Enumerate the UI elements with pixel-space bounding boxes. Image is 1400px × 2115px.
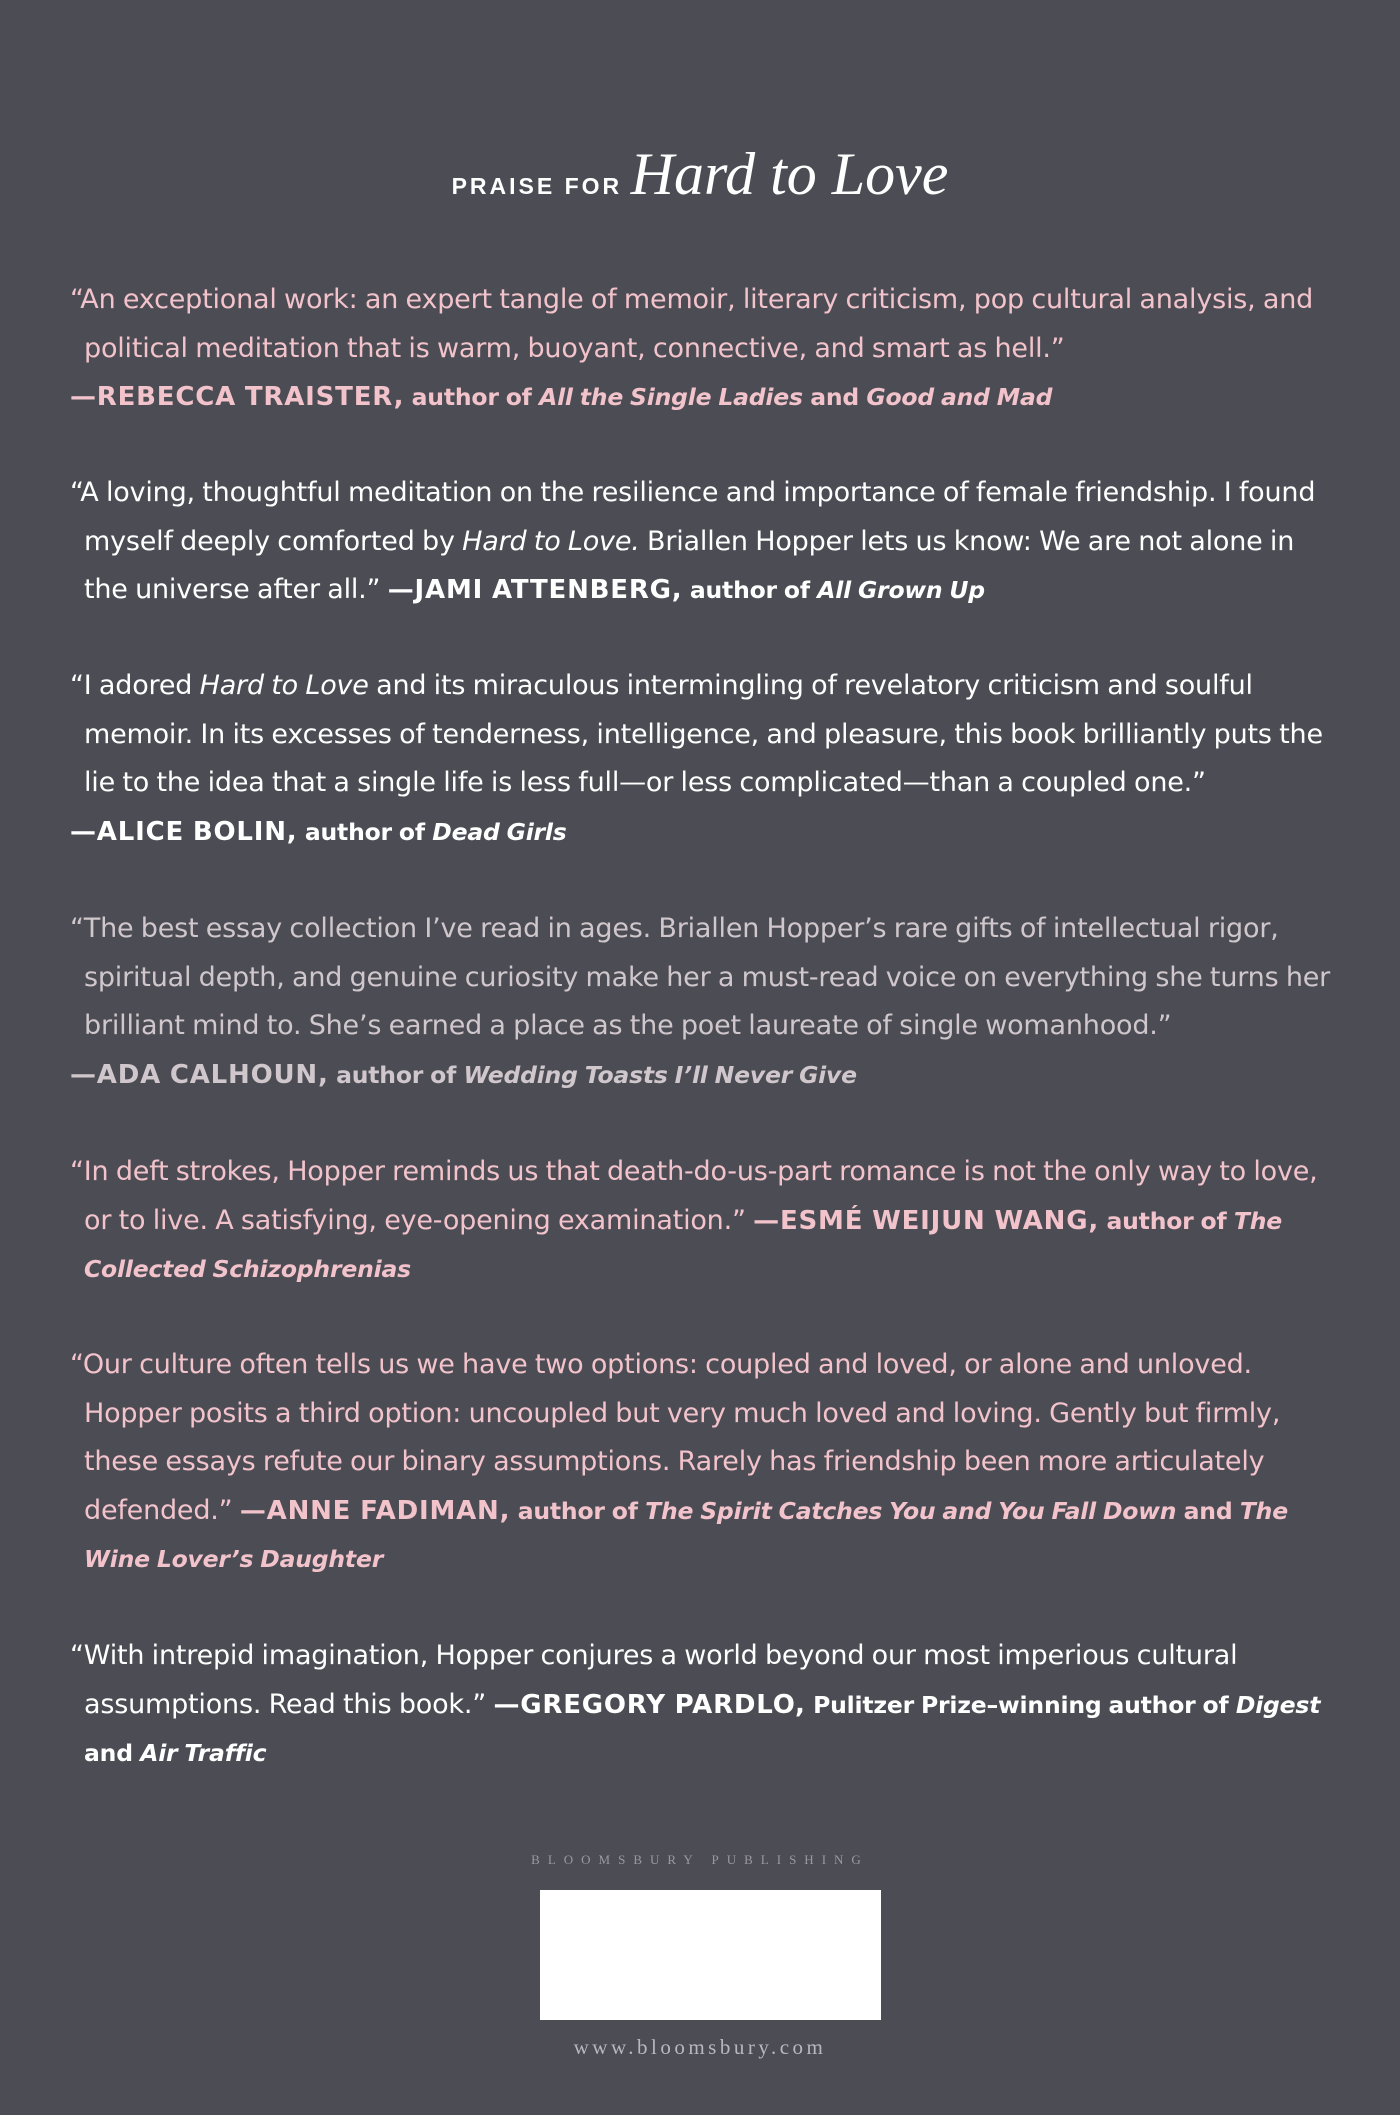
blurb-work: Dead Girls [432, 817, 567, 846]
blurb-author: —ANNE FADIMAN, [239, 1495, 511, 1526]
blurb-attenberg [70, 469, 1335, 615]
blurb-quote: “Our culture often tells us we have two options: coupled and loved, or alone and unloved. Hopper posits a third option: uncoupled but very much loved and loving. Gently but firmly, these essays refute our binary assumptions. Rarely has friendship been more articulately defended.” —ANNE FADIMAN, author of The Spirit Catches You and You Fall Down and The Wine Lover’s Daughter [70, 1349, 1288, 1573]
blurb-quote: “In deft strokes, Hopper reminds us that death-do-us-part romance is not the only way to love, or to live. A satisfying, eye-opening examination.” —ESMÉ WEIJUN WANG, author of The Collected Schizophrenias [70, 1156, 1318, 1283]
blurb-author: —ESMÉ WEIJUN WANG, [753, 1205, 1100, 1236]
blurb-attribution: —ADA CALHOUN, author of Wedding Toasts I’ll Never Give [70, 1059, 857, 1090]
blurb-fadiman [70, 1341, 1335, 1584]
blurb-attribution: —REBECCA TRAISTER, author of All the Single Ladies and Good and Mad [70, 382, 1053, 412]
blurb-bolin [70, 662, 1335, 856]
blurb-calhoun [70, 905, 1335, 1099]
blurb-work: The Spirit Catches You and You Fall Down [645, 1496, 1177, 1525]
publisher-name: BLOOMSBURY PUBLISHING [531, 1852, 869, 1867]
blurb-work: All Grown Up [817, 576, 985, 604]
blurb-quote: “With intrepid imagination, Hopper conjures a world beyond our most imperious cultural assumptions. Read this book.” —GREGORY PARDLO, Pulitzer Prize–winning author of Digest and Air Traffic [70, 1640, 1321, 1767]
blurb-pardlo [70, 1632, 1335, 1778]
blurb-work: Air Traffic [140, 1739, 267, 1767]
blurb-author: —ALICE BOLIN, [70, 816, 298, 847]
blurb-work: Wedding Toasts I’ll Never Give [463, 1060, 857, 1089]
blurb-author: —JAMI ATTENBERG, [387, 575, 683, 605]
praise-heading [0, 140, 1400, 209]
blurb-quote: “An exceptional work: an expert tangle of memoir, literary criticism, pop cultural analysis, and political meditation that is warm, buoyant, connective, and smart as hell.” [70, 284, 1314, 364]
praise-prefix: PRAISE FOR [451, 173, 623, 199]
book-title: Hard to Love [630, 141, 949, 207]
blurb-work: Good and Mad [866, 383, 1053, 411]
blurb-author: —GREGORY PARDLO, [493, 1689, 806, 1720]
blurb-quote: “A loving, thoughtful meditation on the resilience and importance of female friendship. I found myself deeply comforted by Hard to Love. Briallen Hopper lets us know: We are not alone in the universe after all.” —JAMI ATTENBERG, author of All Grown Up [70, 477, 1316, 605]
blurb-attribution: —ALICE BOLIN, author of Dead Girls [70, 816, 567, 847]
publisher-website: www.bloomsbury.com [573, 2035, 827, 2059]
blurb-quote: “I adored Hard to Love and its miraculous intermingling of revelatory criticism and soulful memoir. In its excesses of tenderness, intelligence, and pleasure, this book brilliantly puts the lie to the idea that a single life is less full—or less complicated—than a coupled one.” [70, 670, 1323, 798]
barcode-area [540, 1890, 881, 2020]
blurb-work: All the Single Ladies [539, 383, 803, 411]
blurb-wang [70, 1148, 1335, 1294]
blurb-author: —REBECCA TRAISTER, [70, 382, 405, 412]
blurb-work: The Collected Schizophrenias [84, 1206, 1283, 1283]
blurb-traister [70, 276, 1335, 422]
blurb-work: Digest [1235, 1690, 1321, 1719]
blurb-work: The Wine Lover’s Daughter [84, 1496, 1288, 1573]
blurb-quote: “The best essay collection I’ve read in ages. Briallen Hopper’s rare gifts of intellectual rigor, spiritual depth, and genuine curiosity make her a must-read voice on everything she turns her brilliant mind to. She’s earned a place as the poet laureate of single womanhood.” [70, 913, 1331, 1041]
blurb-author: —ADA CALHOUN, [70, 1059, 329, 1090]
